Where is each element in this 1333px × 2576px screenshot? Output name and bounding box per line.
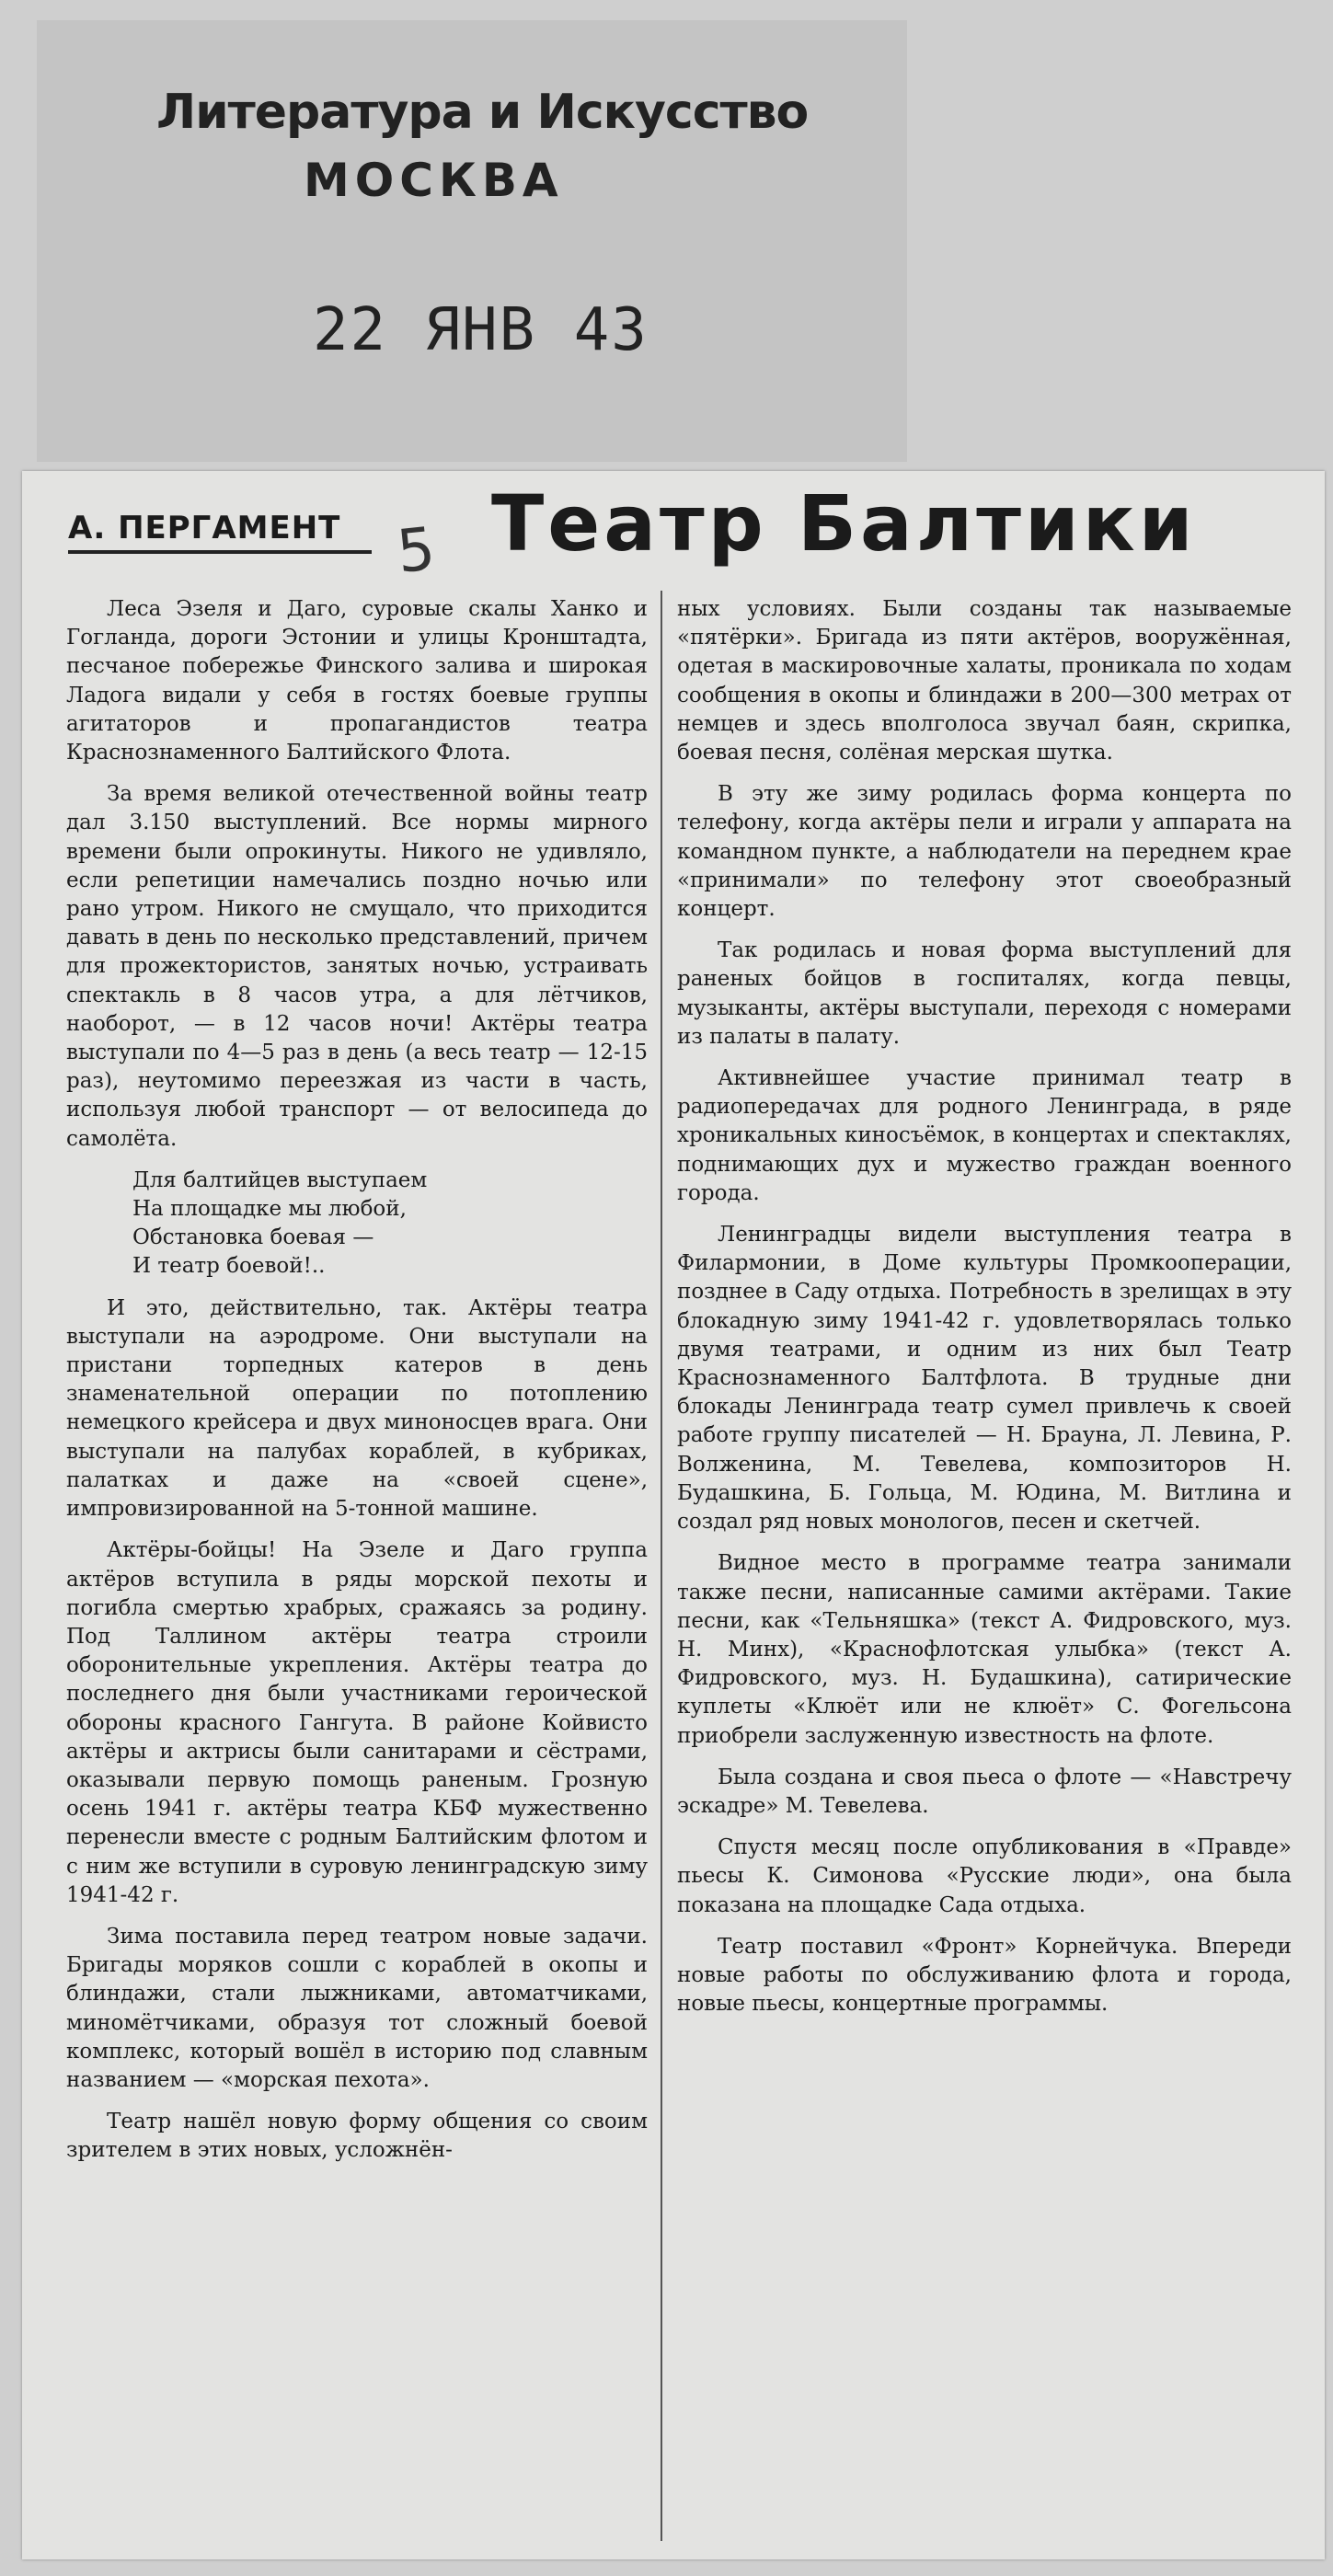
paragraph: И это, действительно, так. Актёры театра выступали на аэродроме. Они выступали на пристани торпедных катеров в день знаменательной операции по потоплению немецкого крейсера и двух миноносцев врага. Они выступали на палубах кораблей, в кубриках, палатках и даже на «своей сцене», импровизированной на 5-тонной машине.: [66, 1295, 648, 1522]
paragraph: Зима поставила перед театром новые задачи. Бригады моряков сошли с кораблей в окопы и блиндажи, стали лыжниками, автоматчиками, миномётчиками, образуя тот сложный боевой комплекс, который вошёл в историю под славным названием — «морская пехота».: [66, 1924, 648, 2092]
newspaper-clipping: [22, 471, 1325, 2559]
stamp-publication: Литература и Искусство: [156, 85, 809, 140]
paragraph: Леса Эзеля и Даго, суровые скалы Ханко и Гогланда, дороги Эстонии и улицы Кронштадта, песчаное побережье Финского залива и широкая Ладога видали у себя в гостях боевые группы агитаторов и пропагандистов театра Краснознаменного Балтийского Флота.: [66, 597, 648, 765]
paragraph: Спустя месяц после опубликования в «Правде» пьесы К. Симонова «Русские люди», она была показана на площадке Сада отдыха.: [677, 1835, 1292, 1917]
paragraph: Ленинградцы видели выступления театра в Филармонии, в Доме культуры Промкооперации, позднее в Саду отдыха. Потребность в зрелищах в эту блокадную зиму 1941-42 г. удовлетворялась только двумя театрами, и одним из них был Театр Краснознаменного Балтфлота. В трудные дни блокады Ленинграда театр сумел привлечь к своей работе группу писателей — Н. Брауна, Л. Левина, Р. Волженина, М. Тевелева, композиторов Н. Будашкина, Б. Гольца, М. Юдина, М. Витлина и создал ряд новых монологов, песен и скетчей.: [677, 1223, 1292, 1535]
paragraph: ных условиях. Были созданы так называемые «пятёрки». Бригада из пяти актёров, вооружённая, одетая в маскировочные халаты, проникала по ходам сообщения в окопы и блиндажи в 200—300 метрах от немцев и здесь вполголоса звучал баян, скрипка, боевая песня, солёная мерская шутка.: [677, 597, 1292, 765]
verse-line: И театр боевой!..: [132, 1254, 326, 1279]
stamp-city: МОСКВА: [304, 154, 564, 207]
verse-line: На площадке мы любой,: [132, 1197, 407, 1222]
paragraph: Активнейшее участие принимал театр в радиопередачах для родного Ленинграда, в ряде хроникальных киносъёмок, в концертах и спектаклях, поднимающих дух и мужество граждан военного города.: [677, 1066, 1292, 1205]
paragraph: Театр нашёл новую форму общения со своим зрителем в этих новых, усложнён-: [66, 2110, 648, 2163]
paragraph: Так родилась и новая форма выступлений для раненых бойцов в госпиталях, когда певцы, музыканты, актёры выступали, переходя с номерами из палаты в палату.: [677, 938, 1292, 1049]
paragraph: Была создана и своя пьеса о флоте — «Навстречу эскадре» М. Тевелева.: [677, 1765, 1292, 1818]
column-divider: [661, 591, 662, 2541]
verse-line: Обстановка боевая —: [132, 1225, 374, 1250]
article-title: Театр Балтики: [491, 478, 1197, 569]
paragraph: Театр поставил «Фронт» Корнейчука. Впереди новые работы по обслуживанию флота и города, новые пьесы, концертные программы.: [677, 1934, 1292, 2017]
stamp-date: 22 ЯНВ 43: [313, 296, 649, 364]
paragraph: В эту же зиму родилась форма концерта по телефону, когда актёры пели и играли у аппарата на командном пункте, а наблюдатели на переднем крае «принимали» по телефону этот своеобразный концерт.: [677, 782, 1292, 922]
paragraph: Актёры-бойцы! На Эзеле и Даго группа актёров вступила в ряды морской пехоты и погибла смертью храбрых, сражаясь за родину. Под Таллином актёры театра строили оборонительные укрепления. Актёры театра до последнего дня были участниками героической обороны красного Гангута. В районе Койвисто актёры и актрисы были санитарами и сёстрами, оказывали первую помощь раненым. Грозную осень 1941 г. актёры театра КБФ мужественно перенесли вместе с родным Балтийским флотом и с ним же вступили в суровую ленинградскую зиму 1941-42 г.: [66, 1538, 648, 1907]
clipping-stamp-slip: [37, 20, 907, 462]
paragraph: За время великой отечественной войны театр дал 3.150 выступлений. Все нормы мирного времени были опрокинуты. Никого не удивляло, если репетиции намечались поздно ночью или рано утром. Никого не смущало, что приходится давать в день по несколько представлений, причем для прожектористов, занятых ночью, устраивать спектакль в 8 часов утра, а для лётчиков, наоборот, — в 12 часов ночи! Актёры театра выступали по 4—5 раз в день (а весь театр — 12-15 раз), неутомимо переезжая из части в часть, используя любой транспорт — от велосипеда до самолёта.: [66, 782, 648, 1151]
verse-line: Для балтийцев выступаем: [132, 1167, 428, 1192]
verse-block: [132, 1167, 648, 1282]
left-column: [66, 595, 648, 2179]
handwritten-mark: 5: [394, 515, 439, 587]
right-column: [677, 595, 1292, 2031]
article-author: А. ПЕРГАМЕНТ: [68, 510, 372, 554]
paragraph: Видное место в программе театра занимали также песни, написанные самими актёрами. Такие песни, как «Тельняшка» (текст А. Фидровского, муз. Н. Минх), «Краснофлотская улыбка» (текст А. Фидровского, муз. Н. Будашкина), сатирические куплеты «Клюёт или не клюёт» С. Фогельсона приобрели заслуженную известность на флоте.: [677, 1551, 1292, 1748]
